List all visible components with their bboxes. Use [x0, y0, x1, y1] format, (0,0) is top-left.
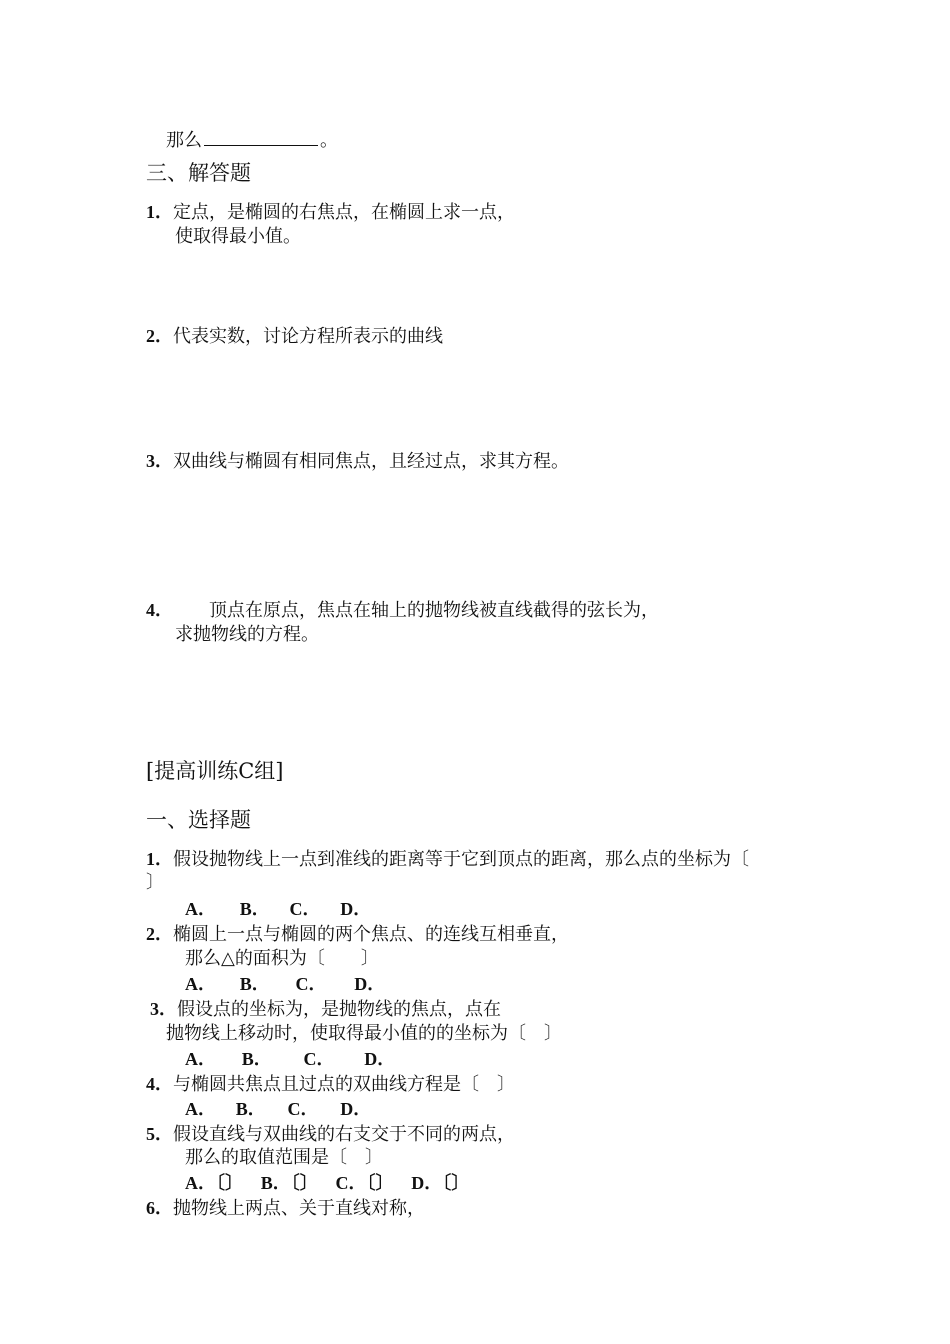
question-number: 1．: [146, 202, 173, 222]
option-d[interactable]: D．: [340, 1099, 372, 1119]
question-text: 假设抛物线上一点到准线的距离等于它到顶点的距离，那么点的坐标为〔: [173, 849, 749, 870]
question-text: 双曲线与椭圆有相同焦点，且经过点，求其方程。: [173, 451, 569, 472]
option-c[interactable]: C．〔〕: [335, 1173, 394, 1193]
answer-question-2: [146, 327, 443, 346]
option-d[interactable]: D．: [340, 899, 372, 919]
question-number: 3．: [146, 451, 173, 471]
option-d[interactable]: D．: [354, 974, 386, 994]
option-a[interactable]: A．: [185, 974, 216, 994]
top-fragment-suffix: 。: [320, 130, 338, 151]
option-c[interactable]: C．: [303, 1049, 335, 1069]
option-a[interactable]: A．: [185, 1049, 216, 1069]
choice-question-5-line2: 那么的取值范围是〔 〕: [185, 1147, 383, 1168]
question-number: 1．: [146, 849, 173, 869]
option-c[interactable]: C．: [287, 1099, 319, 1119]
option-a[interactable]: A．〔〕: [185, 1173, 243, 1193]
choice-question-5: [146, 1125, 515, 1144]
question-text: 假设点的坐标为，是抛物线的焦点，点在: [177, 999, 501, 1020]
section-heading-answers: 三、解答题: [146, 161, 251, 185]
choice-question-2: [146, 925, 569, 944]
section-heading-choices: 一、选择题: [146, 808, 251, 832]
choice-question-1: [146, 850, 749, 869]
choice-options-3: [185, 1050, 395, 1069]
choice-options-2: [185, 975, 385, 994]
option-b[interactable]: B．: [241, 1049, 272, 1069]
choice-question-6: [146, 1199, 425, 1218]
choice-options-1: [185, 900, 371, 919]
answer-question-1: [146, 203, 515, 222]
answer-question-4-line2: 求抛物线的方程。: [175, 624, 319, 645]
choice-question-4: [146, 1075, 515, 1094]
top-fragment: [166, 129, 338, 150]
answer-blank: [204, 129, 318, 146]
choice-question-1-line1b: 〕: [146, 872, 164, 893]
option-d[interactable]: D．: [364, 1049, 396, 1069]
option-b[interactable]: B．: [239, 974, 270, 994]
top-fragment-prefix: 那么: [166, 130, 202, 151]
option-b[interactable]: B．〔〕: [260, 1173, 318, 1193]
question-number: 4．: [146, 600, 173, 620]
answer-question-4: [146, 601, 659, 620]
question-text: 顶点在原点，焦点在轴上的抛物线被直线截得的弦长为，: [209, 600, 659, 621]
option-d[interactable]: D．〔〕: [411, 1173, 470, 1193]
option-b[interactable]: B．: [235, 1099, 266, 1119]
option-a[interactable]: A．: [185, 899, 216, 919]
choice-question-3: [150, 1000, 501, 1019]
question-text: 定点，是椭圆的右焦点，在椭圆上求一点，: [173, 202, 515, 223]
choice-options-4: [185, 1100, 371, 1119]
choice-question-3-line2: 抛物线上移动时，使取得最小值的的坐标为〔 〕: [166, 1023, 562, 1044]
question-text: 代表实数，讨论方程所表示的曲线: [173, 326, 443, 347]
answer-question-3: [146, 452, 569, 471]
group-c-heading: [提高训练C组]: [146, 759, 284, 783]
question-number: 5．: [146, 1124, 173, 1144]
option-c[interactable]: C．: [289, 899, 321, 919]
option-c[interactable]: C．: [295, 974, 327, 994]
question-number: 2．: [146, 924, 173, 944]
question-number: 2．: [146, 326, 173, 346]
choice-options-5: [185, 1174, 469, 1193]
question-text: 与椭圆共焦点且过点的双曲线方程是〔 〕: [173, 1074, 515, 1095]
choice-question-2-line2: 那么△的面积为〔 〕: [185, 948, 379, 969]
question-number: 4．: [146, 1074, 173, 1094]
question-text: 假设直线与双曲线的右支交于不同的两点，: [173, 1124, 515, 1145]
question-text: 抛物线上两点、关于直线对称，: [173, 1198, 425, 1219]
question-number: 3．: [150, 999, 177, 1019]
option-a[interactable]: A．: [185, 1099, 216, 1119]
question-text: 椭圆上一点与椭圆的两个焦点、的连线互相垂直，: [173, 924, 569, 945]
question-number: 6．: [146, 1198, 173, 1218]
answer-question-1-line2: 使取得最小值。: [175, 226, 301, 247]
option-b[interactable]: B．: [239, 899, 270, 919]
